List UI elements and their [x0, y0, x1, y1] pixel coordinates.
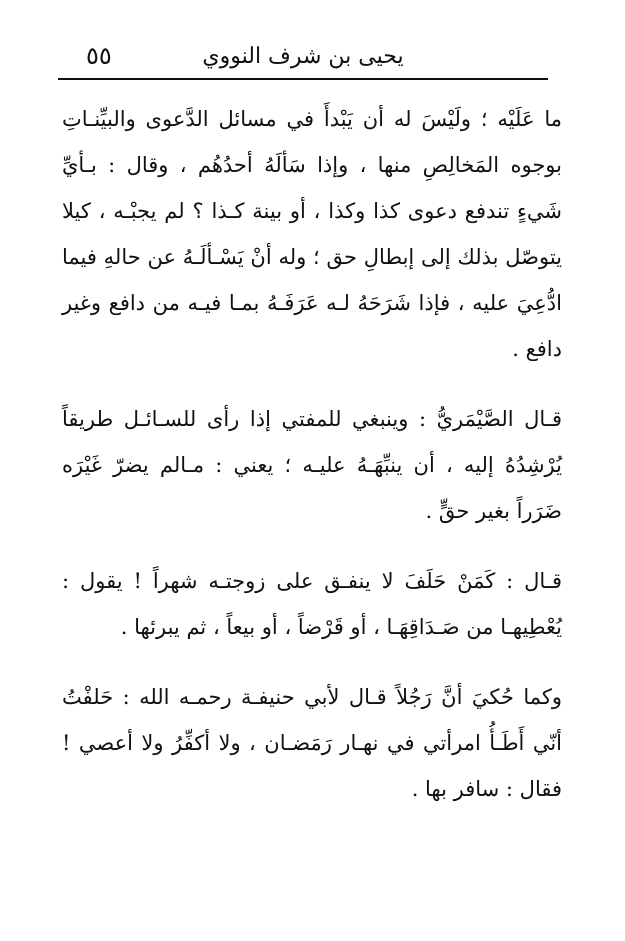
paragraph-1: ما عَلَيْه ؛ ولَيْسَ له أن يَبْدأَ في مسائل الدَّعوى والبيِّنـاتِ بوجوه المَخالِصِ منها ، وإذا سَألَهُ أحدُهُم ، وقال : بـأيِّ شَيءٍ تندفع دعوى كذا وكذا ، أو بينة كـذا ؟ لم يجبْـه ، كيلا يتوصّل بذلك إلى إبطالِ حق ؛ وله أنْ يَسْـألَـهُ عن حالهِ فيما ادُّعِيَ عليه ، فإذا شَرَحَهُ لـه عَرَفَـهُ بمـا فيـه من دافع وغير دافع . [62, 107, 562, 361]
paragraph-2: قـال الصَّيْمَريُّ : وينبغي للمفتي إذا رأى للسـائـل طريقاً يُرْشِدُهُ إليه ، أن ينبِّهَـهُ عليـه ؛ يعني : مـالم يضرّ غَيْرَه ضَرَراً بغير حقٍّ . [62, 407, 562, 523]
page-number: ٥٥ [86, 42, 112, 70]
paragraph-4: وكما حُكيَ أنَّ رَجُلاً قـال لأبي حنيفـة رحمـه الله : حَلفْتُ أنّي أَطَـأُ امرأتي في نهـار رَمَضـان ، ولا أكفِّرُ ولا أعصي ! فقال : سافر بها . [62, 685, 562, 801]
body-text [62, 96, 562, 836]
running-head [58, 40, 548, 80]
paragraph-3: قـال : كَمَنْ حَلَفَ لا ينفـق على زوجتـه شهراً ! يقول : يُعْطِيهـا من صَـدَاقِهَـا ، أو قَرْضاً ، أو بيعاً ، ثم يبرئها . [62, 569, 562, 639]
running-title: يحيى بن شرف النووي [202, 44, 404, 69]
